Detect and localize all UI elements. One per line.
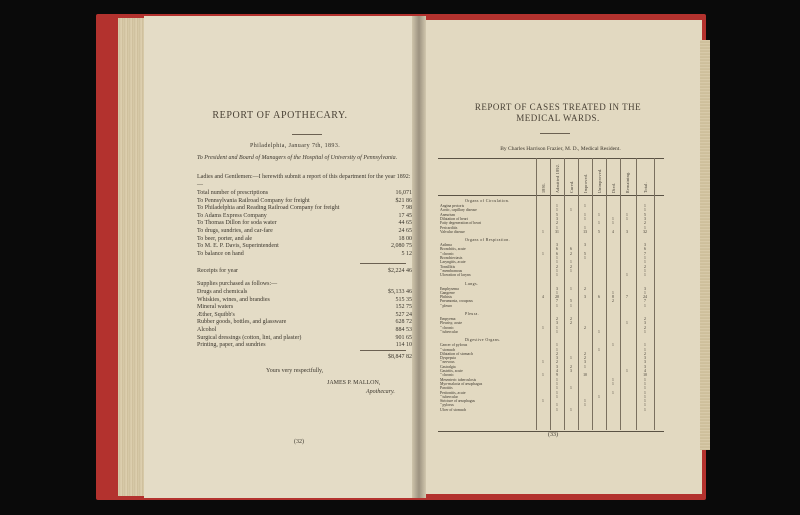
row-cell: 1 [570, 407, 572, 412]
row-cell: 1 [644, 329, 646, 334]
supply-row [197, 297, 412, 305]
receipt-value: 2,080 75 [391, 243, 412, 250]
row-cell: 1 [542, 325, 544, 330]
row-label: Dilatation of stomach [440, 351, 473, 356]
supply-label: Whiskies, wines, and brandies [197, 296, 270, 303]
closing-line: Yours very respectfully, [266, 368, 324, 374]
row-cell: 2 [556, 360, 558, 365]
row-cell: 2 [644, 221, 646, 226]
row-cell: 1 [570, 268, 572, 273]
receipt-row [197, 251, 412, 259]
supply-row [197, 289, 412, 297]
row-cell: 3 [556, 286, 558, 291]
row-cell: 1 [644, 394, 646, 399]
row-cell: 1 [570, 356, 572, 361]
table-row [440, 273, 660, 278]
row-cell: 2 [570, 364, 572, 369]
receipt-row [197, 220, 412, 228]
row-cell: 1 [584, 399, 586, 404]
row-label: Phthisis [440, 295, 453, 300]
row-cell: 10 [583, 373, 587, 378]
cases-report-title [448, 102, 668, 124]
receipt-label: To Philadelphia and Reading Railroad Company for freight [197, 205, 340, 212]
receipt-value: 44 65 [398, 220, 412, 227]
row-cell: 1 [644, 273, 646, 278]
section-heading: Pleura. [465, 311, 480, 316]
row-label: Stricture of œsophagus [440, 399, 476, 404]
page-edges [118, 18, 144, 496]
report-dateline: Philadelphia, January 7th, 1893. [250, 143, 341, 149]
row-cell: 31 [555, 229, 559, 234]
receipt-label: Total number of prescriptions [197, 190, 269, 196]
row-label: Gastritis, acute [440, 369, 463, 373]
row-cell: 1 [612, 290, 614, 295]
row-cell: 1 [584, 364, 586, 369]
row-cell: 1 [626, 216, 628, 221]
receipt-label: To Thomas Dillon for soda water [197, 220, 277, 227]
supply-row [197, 327, 412, 335]
row-cell: 5 [598, 229, 600, 234]
row-cell: 1 [612, 381, 614, 386]
row-cell: 2 [556, 351, 558, 356]
row-cell: 1 [584, 204, 586, 208]
supply-label: Surgical dressings (cotton, lint, and plaster) [197, 334, 302, 341]
row-cell: 2 [584, 351, 586, 356]
row-label: Gangrene [440, 290, 455, 295]
row-label: Parotitis [440, 386, 453, 391]
column-header: Improved. [583, 173, 588, 193]
row-cell: 1 [570, 208, 572, 213]
row-cell: 1 [556, 325, 558, 330]
row-cell: 1 [542, 229, 544, 234]
row-cell: 3 [644, 321, 646, 326]
row-cell: 2 [570, 264, 572, 269]
receipt-row [197, 190, 412, 198]
row-label: " tubercular [440, 329, 458, 334]
row-cell: 1 [644, 303, 646, 308]
apothecary-report-title: REPORT OF APOTHECARY. [212, 110, 348, 121]
supply-label: Rubber goods, bottles, and glassware [197, 319, 287, 326]
row-label: " chronic [440, 373, 454, 378]
row-cell: 1 [612, 390, 614, 395]
row-cell: 1 [598, 394, 600, 399]
row-cell: 13 [583, 229, 587, 234]
supply-value: 152 75 [395, 304, 412, 311]
section-heading: Lungs. [465, 280, 479, 286]
row-cell: 6 [570, 247, 572, 252]
row-cell: 2 [556, 264, 558, 269]
row-cell: 1 [556, 208, 558, 213]
row-cell: 2 [612, 299, 614, 304]
row-cell: 2 [644, 317, 646, 321]
row-cell: 3 [570, 369, 572, 373]
supplies-total-rule [360, 350, 406, 351]
row-cell: 2 [644, 351, 646, 356]
row-cell: 6 [644, 247, 646, 252]
report-salutation: Ladies and Gentlemen:—I herewith submit a report of this department for the year 1892:— [197, 174, 411, 188]
receipts-total [197, 268, 412, 276]
row-cell: 1 [644, 268, 646, 273]
row-cell: 1 [644, 381, 646, 386]
row-label: " pleuro [440, 303, 453, 308]
supply-row [197, 304, 412, 312]
row-cell: 3 [644, 216, 646, 221]
supply-row [197, 312, 412, 320]
row-cell: 3 [556, 243, 558, 248]
row-cell: 20 [555, 295, 559, 300]
row-cell: 1 [556, 347, 558, 352]
row-cell: 1 [570, 303, 572, 308]
row-cell: 6 [556, 247, 558, 252]
row-cell: 3 [556, 321, 558, 326]
column-header: Died. [611, 182, 616, 193]
row-cell: 2 [584, 325, 586, 330]
row-cell: 2 [556, 221, 558, 226]
row-label: Laryngitis, acute [440, 260, 466, 265]
row-cell: 1 [556, 204, 558, 208]
row-cell: 2 [644, 325, 646, 330]
row-cell: 1 [644, 204, 646, 208]
receipt-label: To Adams Express Company [197, 212, 267, 219]
supplies-total [197, 354, 412, 362]
receipt-value: 16,071 [395, 190, 412, 196]
row-cell: 3 [644, 356, 646, 361]
row-cell: 1 [644, 343, 646, 348]
receipt-value: 24 65 [398, 228, 412, 234]
row-cell: 1 [542, 399, 544, 404]
row-cell: 1 [644, 225, 646, 230]
row-label: Dyspepsia [440, 356, 456, 361]
row-cell: 1 [556, 343, 558, 348]
row-cell: 6 [556, 251, 558, 256]
row-cell: 3 [644, 286, 646, 291]
supplies-heading-text: Supplies purchased as follows:— [197, 281, 278, 287]
row-cell: 1 [644, 208, 646, 213]
row-cell: 5 [584, 251, 586, 256]
receipt-value: 17 45 [398, 212, 412, 219]
row-cell: 3 [584, 360, 586, 365]
row-cell: 7 [556, 299, 558, 304]
row-cell: 4 [556, 369, 558, 373]
row-cell: 3 [556, 216, 558, 221]
cases-table-header-rule [438, 195, 664, 196]
title-divider [292, 134, 322, 135]
right-page-edges [700, 40, 710, 450]
row-cell: 1 [644, 403, 646, 408]
row-cell: 1 [612, 216, 614, 221]
row-cell: 6 [598, 295, 600, 300]
row-cell: 1 [542, 251, 544, 256]
row-label: Gastralgia [440, 364, 456, 369]
row-cell: 1 [556, 386, 558, 391]
table-row [440, 330, 660, 335]
row-cell: 1 [556, 381, 558, 386]
column-header: Remaining. [625, 171, 630, 193]
row-cell: 1 [644, 347, 646, 352]
supply-value: $5,133 46 [388, 289, 412, 295]
report-byline: By Charles Harrison Frazier, M. D., Medical Resident. [500, 146, 621, 152]
row-cell: 1 [584, 216, 586, 221]
receipts-total-value: $2,224 46 [388, 268, 412, 274]
row-label: Peritonitis, acute [440, 390, 466, 395]
supply-row [197, 319, 412, 327]
row-cell: 1 [644, 377, 646, 382]
receipt-value: 7 98 [401, 205, 412, 212]
row-label: Pleurisy, acute [440, 321, 463, 326]
row-cell: 4 [542, 295, 544, 300]
receipt-label: To balance on hand [197, 250, 244, 257]
row-cell: 1 [626, 273, 628, 278]
row-cell: 2 [570, 317, 572, 321]
section-heading: Organs of Respiration. [465, 237, 511, 243]
row-cell: 3 [584, 243, 586, 248]
row-cell: 1 [644, 290, 646, 295]
signature-name: JAMES P. MALLON, [327, 380, 381, 386]
row-label: " tubercular [440, 394, 458, 399]
row-cell: 1 [556, 377, 558, 382]
row-label: " chronic [440, 251, 454, 256]
column-header: Admitted 1892. [555, 163, 560, 193]
supply-value: 628 72 [395, 319, 412, 326]
supply-row [197, 335, 412, 343]
row-label: Fatty degeneration of heart [440, 221, 482, 226]
row-cell: 2 [570, 251, 572, 256]
row-label: Emphysema [440, 286, 459, 291]
row-cell: 1 [556, 290, 558, 295]
row-label: Aortic, capillary disease [440, 208, 477, 213]
row-cell: 3 [556, 364, 558, 369]
page-number-left: (32) [294, 439, 304, 445]
column-header: Total. [643, 182, 648, 193]
row-label: Aneurism [440, 212, 455, 217]
row-cell: 1 [556, 268, 558, 273]
row-cell: 1 [644, 399, 646, 404]
row-cell: 1 [556, 394, 558, 399]
row-label: " nervous [440, 360, 455, 365]
row-cell: 1 [570, 260, 572, 265]
row-cell: 2 [644, 264, 646, 269]
row-cell: 3 [644, 243, 646, 248]
row-cell: 4 [612, 229, 614, 234]
supply-label: Drugs and chemicals [197, 289, 248, 295]
receipt-row [197, 205, 412, 213]
row-cell: 1 [584, 256, 586, 260]
row-label: Pneumonia, croupous [440, 299, 473, 304]
supply-value: 114 10 [395, 342, 412, 349]
table-row [440, 408, 660, 413]
table-row [440, 304, 660, 309]
row-cell: 1 [626, 321, 628, 326]
row-cell: 24 [643, 295, 647, 300]
row-label: Pericarditis [440, 225, 458, 230]
section-heading: Digestive Organs. [465, 337, 501, 343]
row-cell: 1 [542, 373, 544, 378]
row-cell: 1 [570, 286, 572, 291]
row-label: Ulcer of stomach [440, 407, 467, 412]
row-cell: 1 [598, 212, 600, 217]
row-label: Mesenteric tuberculosis [440, 377, 477, 382]
receipt-label: To Pennsylvania Railroad Company for freight [197, 197, 310, 204]
column-header: Cured. [569, 180, 574, 193]
row-cell: 4 [644, 369, 646, 373]
cases-report-title-line1: REPORT OF CASES TREATED IN THE [474, 102, 642, 112]
row-label: Dilatation of heart [440, 216, 468, 221]
row-cell: 1 [644, 390, 646, 395]
row-cell: 7 [644, 299, 646, 304]
row-cell: 8 [612, 295, 614, 300]
row-label: " chronic [440, 325, 454, 330]
supply-value: 527 24 [395, 311, 412, 318]
section-heading: Organs of Circulation. [465, 198, 510, 203]
row-label: Tonsillitis [440, 264, 456, 269]
row-cell: 7 [644, 251, 646, 256]
receipt-value: 5 12 [401, 250, 412, 257]
supplies-heading [197, 281, 412, 289]
row-cell: 1 [598, 221, 600, 226]
row-cell: 1 [556, 407, 558, 412]
signature-title: Apothecary. [366, 389, 395, 395]
row-cell: 3 [626, 229, 628, 234]
receipt-value: $21 86 [395, 197, 412, 204]
receipt-label: To beer, porter, and ale [197, 235, 253, 242]
row-cell: 1 [556, 225, 558, 230]
supply-row [197, 342, 412, 350]
row-cell: 1 [556, 403, 558, 408]
row-label: Ulceration of larynx [440, 273, 471, 278]
row-label: Angina pectoris [440, 204, 465, 208]
row-cell: 1 [584, 225, 586, 230]
supply-value: 901 65 [395, 334, 412, 341]
row-cell: 1 [570, 386, 572, 391]
row-cell: 1 [644, 260, 646, 265]
row-cell: 7 [626, 295, 628, 300]
column-header: 1891. [541, 182, 546, 193]
row-cell: 1 [542, 360, 544, 365]
row-cell: 1 [556, 256, 558, 260]
table-row [440, 230, 660, 235]
row-cell: 1 [556, 273, 558, 278]
row-label: " stomach [440, 347, 456, 352]
receipt-label: To M. E. P. Davis, Superintendent [197, 243, 279, 250]
row-cell: 3 [556, 356, 558, 361]
receipt-row [197, 236, 412, 244]
row-cell: 1 [644, 386, 646, 391]
row-cell: 1 [598, 329, 600, 334]
row-cell: 1 [556, 260, 558, 265]
row-cell: 5 [556, 212, 558, 217]
row-label: Bronchitis, acute [440, 247, 466, 252]
receipt-row [197, 243, 412, 251]
column-header: Unimproved. [597, 168, 602, 193]
report-address: To President and Board of Managers of the Hospital of University of Pennsylvania. [197, 155, 398, 161]
row-cell: 2 [584, 286, 586, 291]
row-label: " membranous [440, 268, 463, 273]
row-cell: 1 [556, 329, 558, 334]
row-cell: 1 [644, 407, 646, 412]
supplies-total-value: $8,847 82 [388, 354, 412, 360]
row-cell: 3 [644, 364, 646, 369]
row-cell: 5 [644, 212, 646, 217]
row-cell: 5 [570, 299, 572, 304]
supply-label: Mineral waters [197, 304, 234, 311]
row-cell: 1 [626, 369, 628, 373]
row-cell: 1 [598, 347, 600, 352]
title-divider-right [540, 133, 570, 134]
row-cell: 32 [643, 229, 647, 234]
page-number-right: (33) [548, 432, 558, 438]
row-label: Empyema [440, 317, 456, 321]
row-cell: 1 [556, 303, 558, 308]
receipts-total-label: Receipts for year [197, 268, 238, 274]
receipt-label: To drugs, sundries, and car-fare [197, 228, 273, 234]
row-cell: 1 [644, 256, 646, 260]
supply-label: Printing, paper, and sundries [197, 342, 266, 349]
row-cell: 10 [643, 373, 647, 378]
row-cell: 1 [584, 212, 586, 217]
row-cell: 1 [626, 212, 628, 217]
row-cell: 9 [556, 373, 558, 378]
row-cell: 3 [584, 295, 586, 300]
row-cell: 2 [584, 356, 586, 361]
receipts-total-rule [360, 263, 406, 264]
row-cell: 1 [612, 343, 614, 348]
row-cell: 1 [556, 390, 558, 395]
receipt-row [197, 228, 412, 236]
row-label: Bronchiectasis [440, 256, 463, 260]
row-label: Valvular disease [440, 229, 465, 234]
row-label: Myo-malacia of œsophagus [440, 381, 483, 386]
supply-label: Æther, Squibb's [197, 311, 235, 318]
book-gutter [412, 16, 426, 498]
supply-label: Alcohol [197, 327, 217, 333]
row-cell: 1 [612, 377, 614, 382]
row-label: Asthma [440, 243, 452, 248]
receipt-value: 18 00 [398, 235, 412, 242]
row-cell: 2 [556, 317, 558, 321]
cases-report-title-line2: MEDICAL WARDS. [516, 113, 600, 123]
supply-value: 515 35 [395, 296, 412, 303]
row-cell: 1 [584, 403, 586, 408]
row-label: Cancer of pylorus [440, 343, 468, 348]
supply-value: 884 53 [395, 327, 412, 333]
row-cell: 2 [570, 321, 572, 326]
row-label: " pylorus [440, 403, 454, 408]
row-cell: 1 [612, 221, 614, 226]
row-cell: 3 [644, 360, 646, 365]
